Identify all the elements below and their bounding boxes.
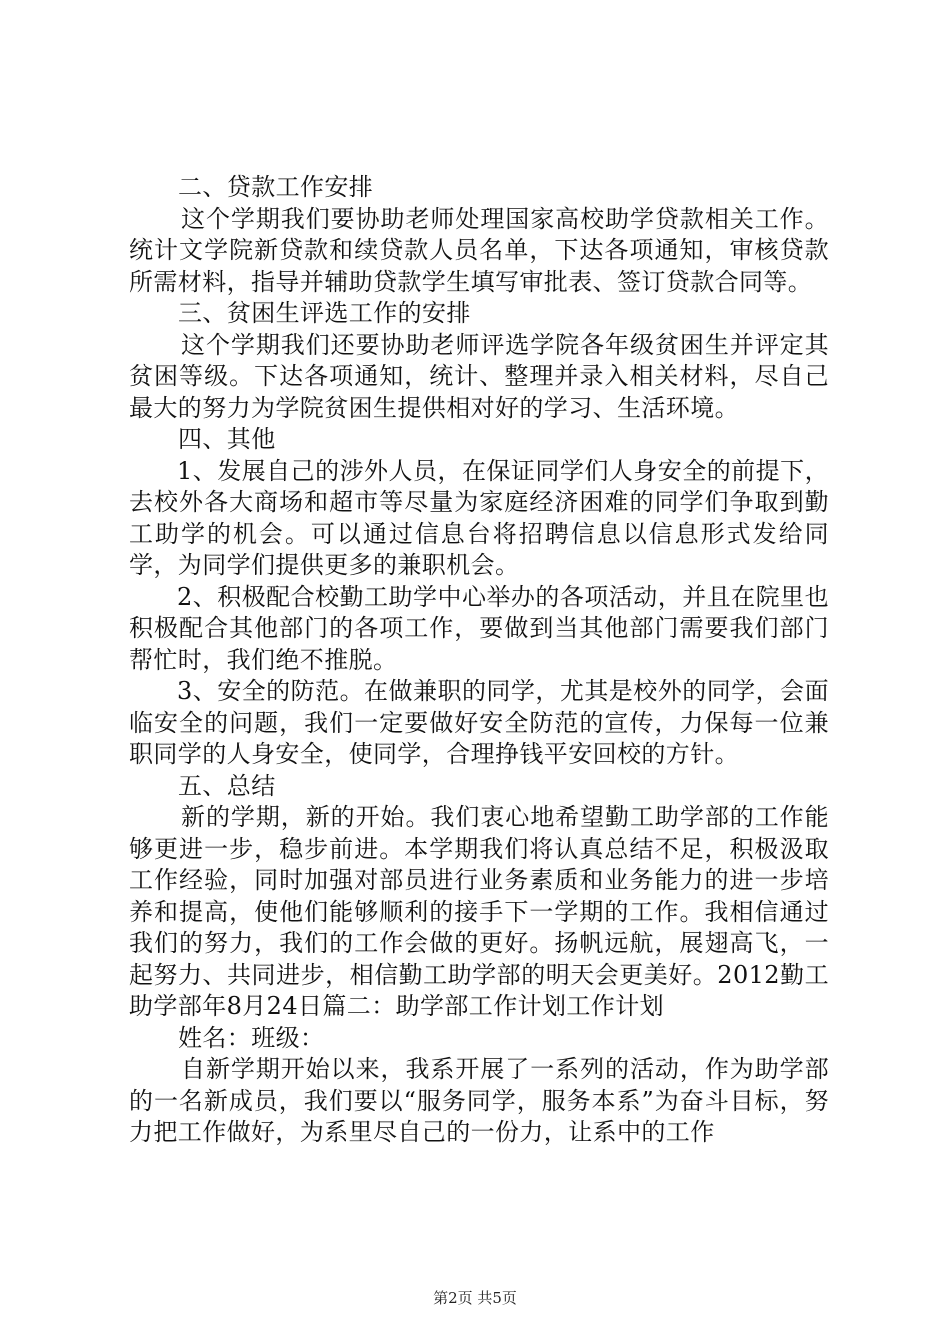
paragraph-other-1: 1、发展自己的涉外人员，在保证同学们人身安全的前提下，去校外各大商场和超市等尽量为家庭经济困难的同学们争取到勤工助学的机会。可以通过信息台将招聘信息以信息形式发给同学，为同学们提供更多的兼职机会。 (129, 456, 829, 579)
paragraph-loan: 这个学期我们要协助老师处理国家高校助学贷款相关工作。统计文学院新贷款和续贷款人员名单，下达各项通知，审核贷款所需材料，指导并辅助贷款学生填写审批表、签订贷款合同等。 (129, 204, 829, 296)
page-number-footer: 第2页 共5页 (433, 1289, 517, 1307)
section-heading-poverty: 三、贫困生评选工作的安排 (178, 299, 471, 327)
paragraph-summary: 新的学期，新的开始。我们衷心地希望勤工助学部的工作能够更进一步，稳步前进。本学期我们将认真总结不足，积极汲取工作经验，同时加强对部员进行业务素质和业务能力的进一步培养和提高，使他们能够顺利的接手下一学期的工作。我相信通过我们的努力，我们的工作会做的更好。扬帆远航，展翅高飞，一起努力、共同进步，相信勤工助学部的明天会更美好。2012勤工助学部年8月24日篇二：助学部工作计划工作计划 (129, 803, 829, 1020)
section-heading-summary: 五、总结 (178, 771, 276, 800)
section-heading-loan: 二、贷款工作安排 (178, 173, 374, 201)
paragraph-other-3: 3、安全的防范。在做兼职的同学，尤其是校外的同学，会面临安全的问题，我们一定要做好安全防范的宣传，力保每一位兼职同学的人身安全，使同学，合理挣钱平安回校的方针。 (129, 677, 829, 768)
paragraph-other-2: 2、积极配合校勤工助学中心举办的各项活动，并且在院里也积极配合其他部门的各项工作，要做到当其他部门需要我们部门帮忙时，我们绝不推脱。 (129, 582, 829, 674)
paragraph-intro: 自新学期开始以来，我系开展了一系列的活动，作为助学部的一名新成员，我们要以“服务同学，服务本系”为奋斗目标，努力把工作做好，为系里尽自己的一份力，让系中的工作 (129, 1055, 829, 1146)
section-heading-other: 四、其他 (178, 425, 276, 453)
name-class-line: 姓名：班级： (178, 1023, 325, 1052)
paragraph-poverty: 这个学期我们还要协助老师评选学院各年级贫困生并评定其贫困等级。下达各项通知，统计、整理并录入相关材料，尽自己最大的努力为学院贫困生提供相对好的学习、生活环境。 (129, 330, 829, 422)
document-body (129, 172, 829, 1149)
